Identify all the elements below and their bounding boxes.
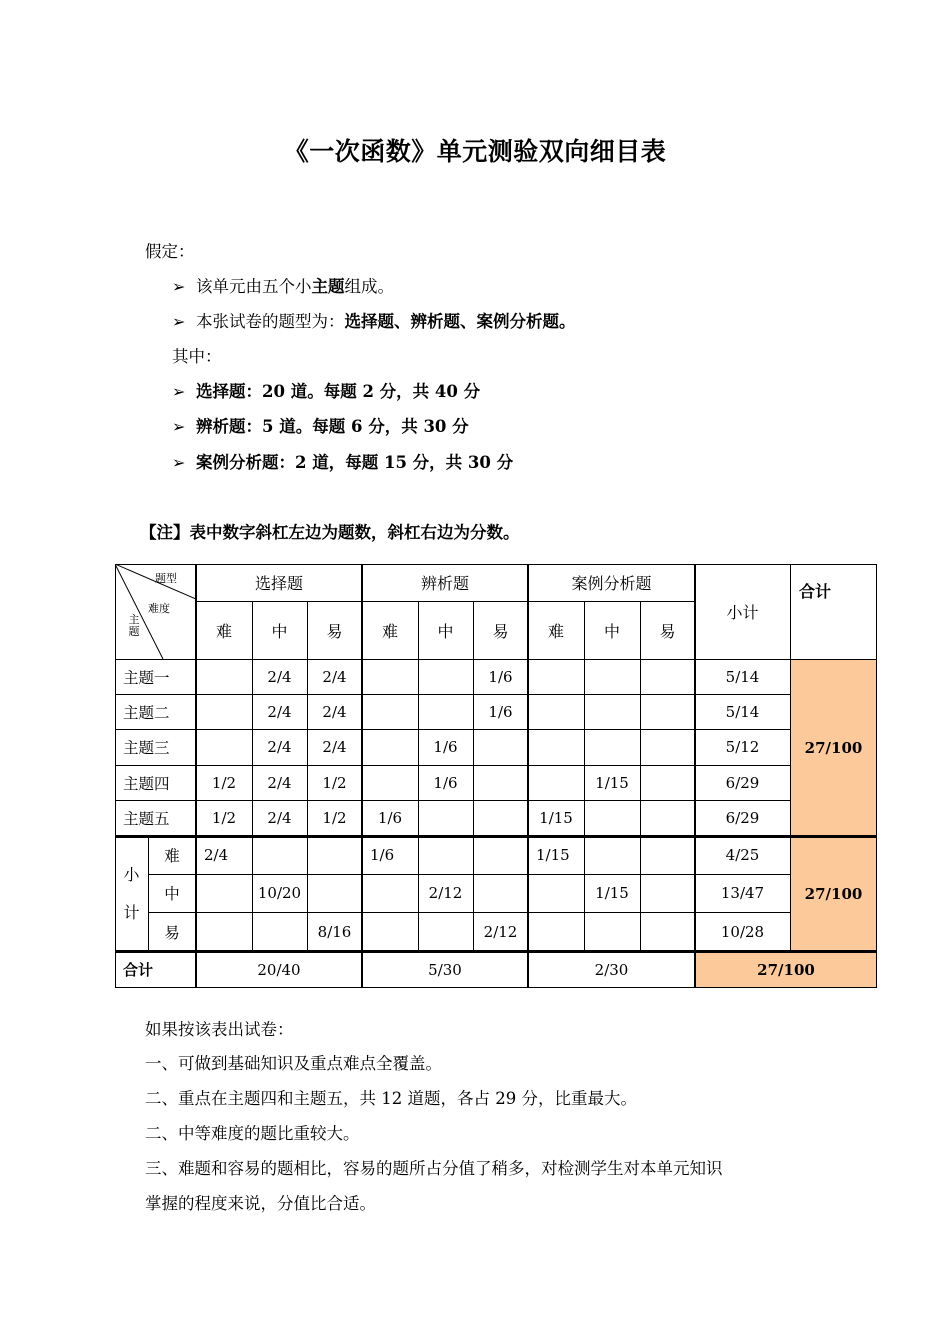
table-cell [640,836,695,874]
bullet-1 [172,273,394,297]
topic-subtotal: 5/14 [725,667,760,686]
grid-line [196,601,695,602]
subtotal-row-label [115,836,148,951]
table-cell: 2/4 [322,738,347,756]
table-cell [640,765,695,800]
topic-name: 主题三 [123,739,170,757]
sum-analysis: 5/30 [428,960,462,979]
table-cell [196,874,252,912]
table-cell [196,729,252,765]
table-cell [418,836,473,874]
header-total: 合计 [798,581,831,601]
table-cell [640,874,695,912]
table-cell: 1/2 [211,809,237,827]
difficulty-header: 易 [659,621,676,641]
table-cell [473,800,528,836]
table-cell: 2/4 [267,773,292,792]
table-cell: 2/12 [428,884,463,902]
table-cell [584,800,640,836]
grid-line [584,601,585,951]
conclusion-p1: 一、可做到基础知识及重点难点全覆盖。 [145,1054,442,1073]
header-choice: 选择题 [254,574,303,593]
table-cell [528,659,584,694]
table-cell: 2/4 [267,667,292,686]
topic-subtotal: 5/12 [725,738,760,756]
table-cell [528,729,584,765]
topic-subtotal: 6/29 [725,773,760,792]
table-cell [528,765,584,800]
bullet-3-text: 选择题：20 道。每题 2 分，共 40 分 [196,382,481,401]
table-cell [640,729,695,765]
header-subtotal: 小计 [726,603,759,622]
grid-line [115,835,877,838]
conclusion-p4a: 三、难题和容易的题相比，容易的题所占分值了稍多，对检测学生对本单元知识 [145,1159,723,1178]
table-cell: 1/6 [377,809,403,827]
grid-line [115,729,790,730]
grid-line [418,601,419,951]
topic-subtotal: 6/29 [725,809,760,827]
table-note: 【注】表中数字斜杠左边为题数，斜杠右边为分数。 [140,523,520,542]
grand-total-value: 27/100 [757,960,815,979]
table-cell: 1/15 [539,809,573,827]
table-cell: 1/2 [211,773,237,792]
table-cell: 2/4 [204,846,229,864]
grid-line [307,601,308,951]
grand-total-cell [695,951,877,988]
bullet-4 [172,413,469,437]
table-cell [196,694,252,729]
difficulty-header: 难 [215,621,232,641]
table-cell [473,836,528,874]
grid-line [790,564,791,951]
table-cell [584,729,640,765]
table-cell [584,659,640,694]
table-cell: 1/15 [595,884,629,902]
among-label: 其中： [172,347,222,366]
bullet-1-pre: 该单元由五个小 [196,277,312,296]
spec-table [115,564,877,988]
bullet-3 [172,378,480,402]
bullet-1-post: 组成。 [344,277,394,296]
topics-total-cell [790,659,877,836]
level-subtotal: 10/28 [720,922,765,941]
table-cell: 1/6 [433,773,458,792]
corner-difficulty-label: 难度 [148,602,170,615]
table-cell [196,659,252,694]
table-cell: 8/16 [317,922,352,941]
subtotal-label-char-1: 小 [123,864,140,884]
bullet-2 [172,308,576,332]
table-cell [252,912,307,951]
topic-name: 主题一 [123,668,170,687]
grid-line [115,564,877,565]
table-cell: 2/4 [322,667,347,686]
grid-line [115,987,877,988]
table-cell [584,694,640,729]
header-case: 案例分析题 [571,574,652,593]
table-cell [473,874,528,912]
table-cell: 1/15 [536,846,570,864]
table-cell [362,694,418,729]
table-cell [418,912,473,951]
grid-line [790,659,877,660]
difficulty-header: 中 [603,621,620,641]
grid-line [115,564,116,988]
level-subtotal: 4/25 [725,846,760,864]
table-cell [418,659,473,694]
grid-line [361,564,363,988]
topic-subtotal: 5/14 [725,702,760,721]
table-cell [362,659,418,694]
difficulty-header: 易 [326,621,343,641]
bullet-5 [172,449,513,473]
table-cell: 1/6 [488,702,513,721]
sum-row-label: 合计 [123,961,154,979]
level-name: 中 [164,885,180,903]
corner-topic-label: 主题 [128,613,140,638]
table-cell [640,694,695,729]
difficulty-header: 中 [437,621,454,641]
grid-line [115,800,790,801]
table-cell [640,912,695,951]
arrow-bullet-icon: ➢ [172,382,186,401]
table-cell [473,765,528,800]
level-subtotal: 13/47 [720,884,765,902]
conclusion-intro: 如果按该表出试卷： [145,1020,294,1039]
subtotal-label-char-2: 计 [123,902,140,922]
bullet-4-text: 辨析题：5 道。每题 6 分，共 30 分 [196,417,469,436]
conclusion-p4b: 掌握的程度来说，分值比合适。 [145,1194,376,1213]
bullet-2-bold: 选择题、辨析题、案例分析题。 [344,312,576,331]
conclusion-p2: 二、重点在主题四和主题五，共 12 道题，各占 29 分，比重最大。 [145,1089,637,1108]
table-cell [362,729,418,765]
grid-line [195,564,197,988]
table-cell [528,912,584,951]
grid-line [252,601,253,951]
difficulty-header: 难 [381,621,398,641]
table-cell [362,874,418,912]
arrow-bullet-icon: ➢ [172,312,186,331]
table-cell: 1/6 [370,846,395,864]
table-cell [418,694,473,729]
grid-line [527,564,529,988]
table-cell [362,912,418,951]
table-cell: 1/15 [595,773,629,792]
grid-line [876,564,877,988]
difficulty-header: 易 [492,621,509,641]
table-cell: 1/2 [322,773,347,792]
grid-line [473,601,474,951]
bullet-2-pre: 本张试卷的题型为： [196,312,345,331]
topic-name: 主题四 [123,774,170,793]
table-cell: 1/6 [488,667,513,686]
bullet-5-text: 案例分析题：2 道，每题 15 分，共 30 分 [196,453,514,472]
table-cell [307,874,362,912]
arrow-bullet-icon: ➢ [172,277,186,296]
grid-line [115,950,877,953]
table-cell [640,800,695,836]
sum-case: 2/30 [594,960,629,979]
grid-line [115,659,790,660]
table-cell [473,729,528,765]
levels-total-cell [790,836,877,951]
header-analysis: 辨析题 [420,574,469,593]
topic-name: 主题二 [123,703,170,722]
grid-line [115,694,790,695]
table-cell: 2/4 [267,702,292,721]
bullet-1-bold: 主题 [311,277,345,296]
table-cell [528,694,584,729]
difficulty-header: 中 [271,621,288,641]
topic-name: 主题五 [123,810,170,828]
grid-line [148,836,149,951]
table-cell [528,874,584,912]
table-cell: 2/4 [267,809,292,827]
conclusion-p3: 二、中等难度的题比重较大。 [145,1124,360,1143]
level-name: 难 [164,847,180,865]
assumption-label: 假定： [145,242,195,261]
page-title: 《一次函数》单元测验双向细目表 [283,137,667,166]
table-cell [307,836,362,874]
table-cell [362,765,418,800]
levels-total-value: 27/100 [804,884,863,903]
table-cell: 2/12 [483,922,518,941]
table-cell [584,836,640,874]
table-cell [196,912,252,951]
table-cell [252,836,307,874]
sum-choice: 20/40 [257,960,301,979]
arrow-bullet-icon: ➢ [172,417,186,436]
corner-type-label: 题型 [155,572,177,585]
table-cell [584,912,640,951]
table-cell: 2/4 [322,702,347,721]
difficulty-header: 难 [547,621,564,641]
table-cell: 1/6 [433,738,458,756]
table-cell: 1/2 [322,809,347,827]
table-cell: 10/20 [257,884,302,902]
table-cell [640,659,695,694]
topics-total-value: 27/100 [804,738,863,757]
level-name: 易 [164,923,180,942]
arrow-bullet-icon: ➢ [172,453,186,472]
table-cell: 2/4 [267,738,292,756]
grid-line [640,601,641,951]
table-cell [418,800,473,836]
grid-line [694,564,696,988]
grid-line [115,765,790,766]
